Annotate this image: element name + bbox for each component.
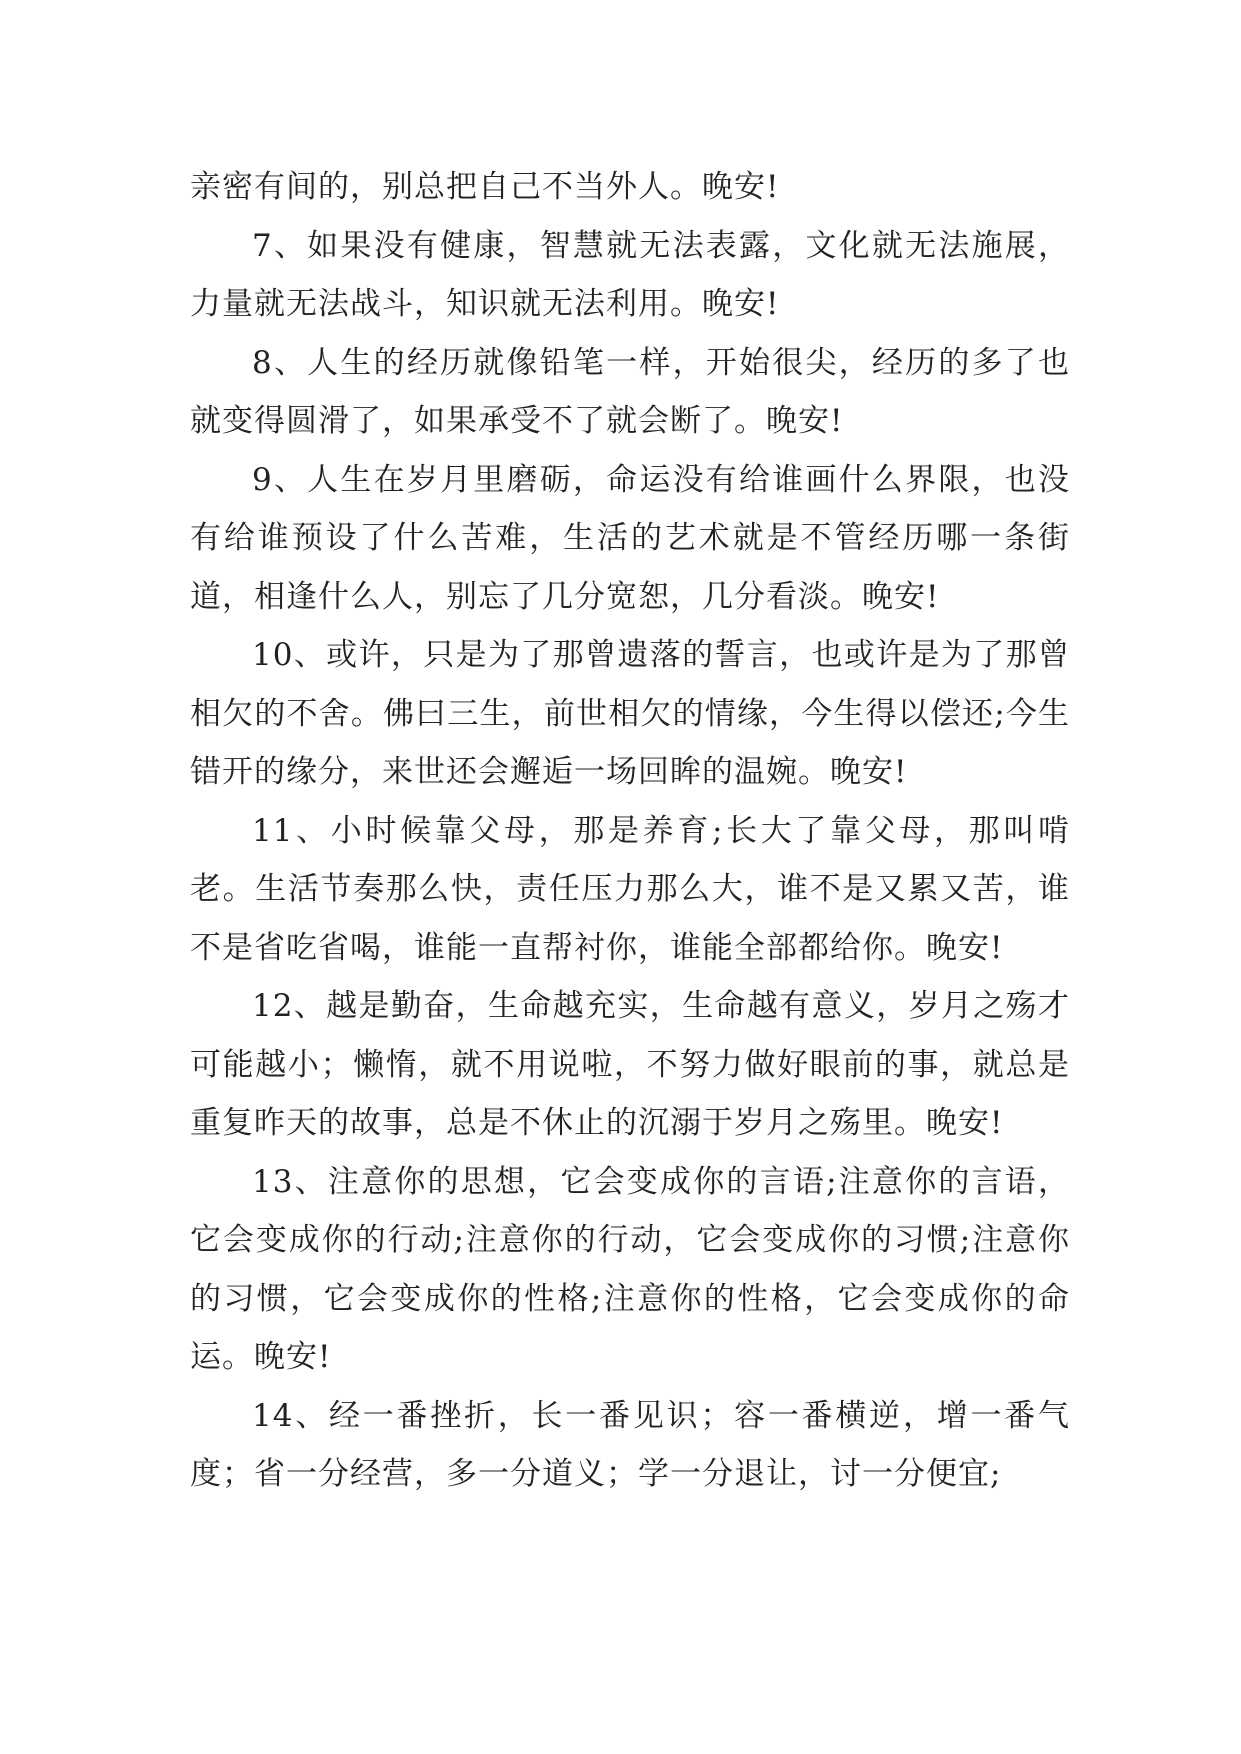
paragraph-7: 7、如果没有健康，智慧就无法表露，文化就无法施展，力量就无法战斗，知识就无法利用。晚安! bbox=[190, 227, 1070, 322]
paragraph-continued: 亲密有间的，别总把自己不当外人。晚安! bbox=[190, 169, 780, 205]
paragraph-8: 8、人生的经历就像铅笔一样，开始很尖，经历的多了也就变得圆滑了，如果承受不了就会断了。晚安! bbox=[190, 344, 1070, 439]
paragraph-14: 14、经一番挫折，长一番见识；容一番横逆，增一番气度；省一分经营，多一分道义；学一分退让，讨一分便宜; bbox=[190, 1397, 1070, 1492]
paragraph-9: 9、人生在岁月里磨砺，命运没有给谁画什么界限，也没有给谁预设了什么苦难，生活的艺术就是不管经历哪一条街道，相逢什么人，别忘了几分宽恕，几分看淡。晚安! bbox=[190, 461, 1070, 615]
paragraph-13: 13、注意你的思想，它会变成你的言语;注意你的言语，它会变成你的行动;注意你的行动，它会变成你的习惯;注意你的习惯，它会变成你的性格;注意你的性格，它会变成你的命运。晚安! bbox=[190, 1163, 1070, 1375]
document-body bbox=[190, 158, 1070, 1504]
paragraph-10: 10、或许，只是为了那曾遗落的誓言，也或许是为了那曾相欠的不舍。佛曰三生，前世相欠的情缘，今生得以偿还;今生错开的缘分，来世还会邂逅一场回眸的温婉。晚安! bbox=[190, 637, 1070, 790]
paragraph-11: 11、小时候靠父母，那是养育;长大了靠父母，那叫啃老。生活节奏那么快，责任压力那么大，谁不是又累又苦，谁不是省吃省喝，谁能一直帮衬你，谁能全部都给你。晚安! bbox=[190, 812, 1070, 966]
paragraph-12: 12、越是勤奋，生命越充实，生命越有意义，岁月之殇才可能越小；懒惰，就不用说啦，不努力做好眼前的事，就总是重复昨天的故事，总是不休止的沉溺于岁月之殇里。晚安! bbox=[190, 988, 1070, 1141]
